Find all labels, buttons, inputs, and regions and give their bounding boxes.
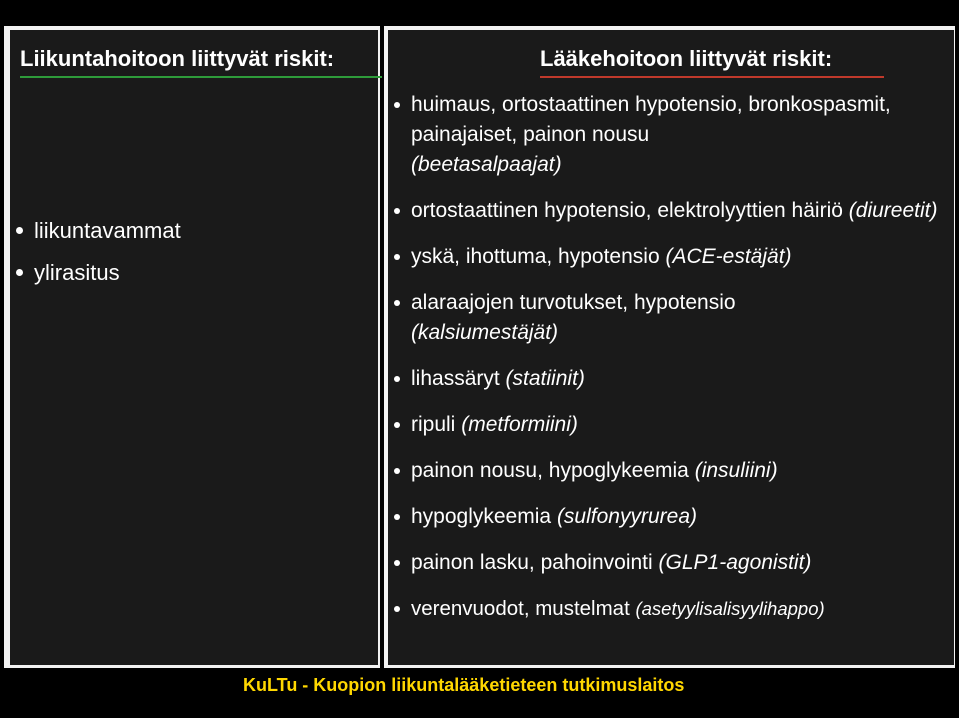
bullet-icon <box>394 606 400 612</box>
bullet-icon <box>394 254 400 260</box>
bullet-icon <box>394 468 400 474</box>
list-item-text: lihassäryt <box>411 367 500 390</box>
bullet-icon <box>394 560 400 566</box>
drug-class-note: (asetyylisalisyylihappo) <box>635 598 825 619</box>
list-item <box>390 410 956 440</box>
bullet-icon <box>394 514 400 520</box>
list-item-text: liikuntavammat <box>34 218 181 243</box>
drug-class-note: (diureetit) <box>848 199 938 222</box>
bullet-icon <box>394 422 400 428</box>
bullet-icon <box>394 300 400 306</box>
list-item <box>390 548 956 578</box>
list-item-text: painon lasku, pahoinvointi <box>411 551 653 574</box>
list-item <box>390 594 956 624</box>
drug-class-note: (metformiini) <box>461 413 578 436</box>
list-item-text: painon nousu, hypoglykeemia <box>411 459 689 482</box>
left-panel <box>10 30 378 665</box>
right-title: Lääkehoitoon liittyvät riskit: <box>540 46 833 71</box>
list-item-text: verenvuodot, mustelmat <box>411 597 630 620</box>
list-item-text: yskä, ihottuma, hypotensio <box>411 245 660 268</box>
list-item-text: ortostaattinen hypotensio, elektrolyyttien häiriö <box>411 199 843 222</box>
list-item-text: huimaus, ortostaattinen hypotensio, bronkospasmit, painajaiset, painon nousu <box>411 93 891 146</box>
list-item-text: ripuli <box>411 413 456 436</box>
list-item <box>390 502 956 532</box>
list-item <box>390 90 956 180</box>
drug-class-note: (statiinit) <box>505 367 585 390</box>
left-title: Liikuntahoitoon liittyvät riskit: <box>20 46 335 71</box>
drug-class-note: (kalsiumestäjät) <box>411 321 559 344</box>
list-item-text: alaraajojen turvotukset, hypotensio <box>411 291 736 314</box>
right-risk-list <box>390 90 956 640</box>
drug-class-note: (insuliini) <box>694 459 778 482</box>
footer-text: KuLTu - Kuopion liikuntalääketieteen tutkimuslaitos <box>243 675 685 695</box>
bullet-icon <box>16 269 23 276</box>
list-item <box>12 252 181 294</box>
left-title-underline <box>20 76 382 78</box>
bullet-icon <box>16 227 23 234</box>
list-item-text: hypoglykeemia <box>411 505 552 528</box>
drug-class-note: (ACE-estäjät) <box>665 245 792 268</box>
list-item <box>390 364 956 394</box>
drug-class-note: (sulfonyyrurea) <box>556 505 697 528</box>
list-item <box>390 456 956 486</box>
drug-class-note: (GLP1-agonistit) <box>658 551 812 574</box>
bullet-icon <box>394 208 400 214</box>
drug-class-note: (beetasalpaajat) <box>411 153 562 176</box>
list-item <box>390 196 956 226</box>
bullet-icon <box>394 376 400 382</box>
left-risk-list <box>12 210 181 294</box>
right-title-underline <box>540 76 884 78</box>
list-item <box>390 242 956 272</box>
list-item-text: ylirasitus <box>34 260 120 285</box>
bullet-icon <box>394 102 400 108</box>
list-item <box>12 210 181 252</box>
list-item <box>390 288 956 348</box>
